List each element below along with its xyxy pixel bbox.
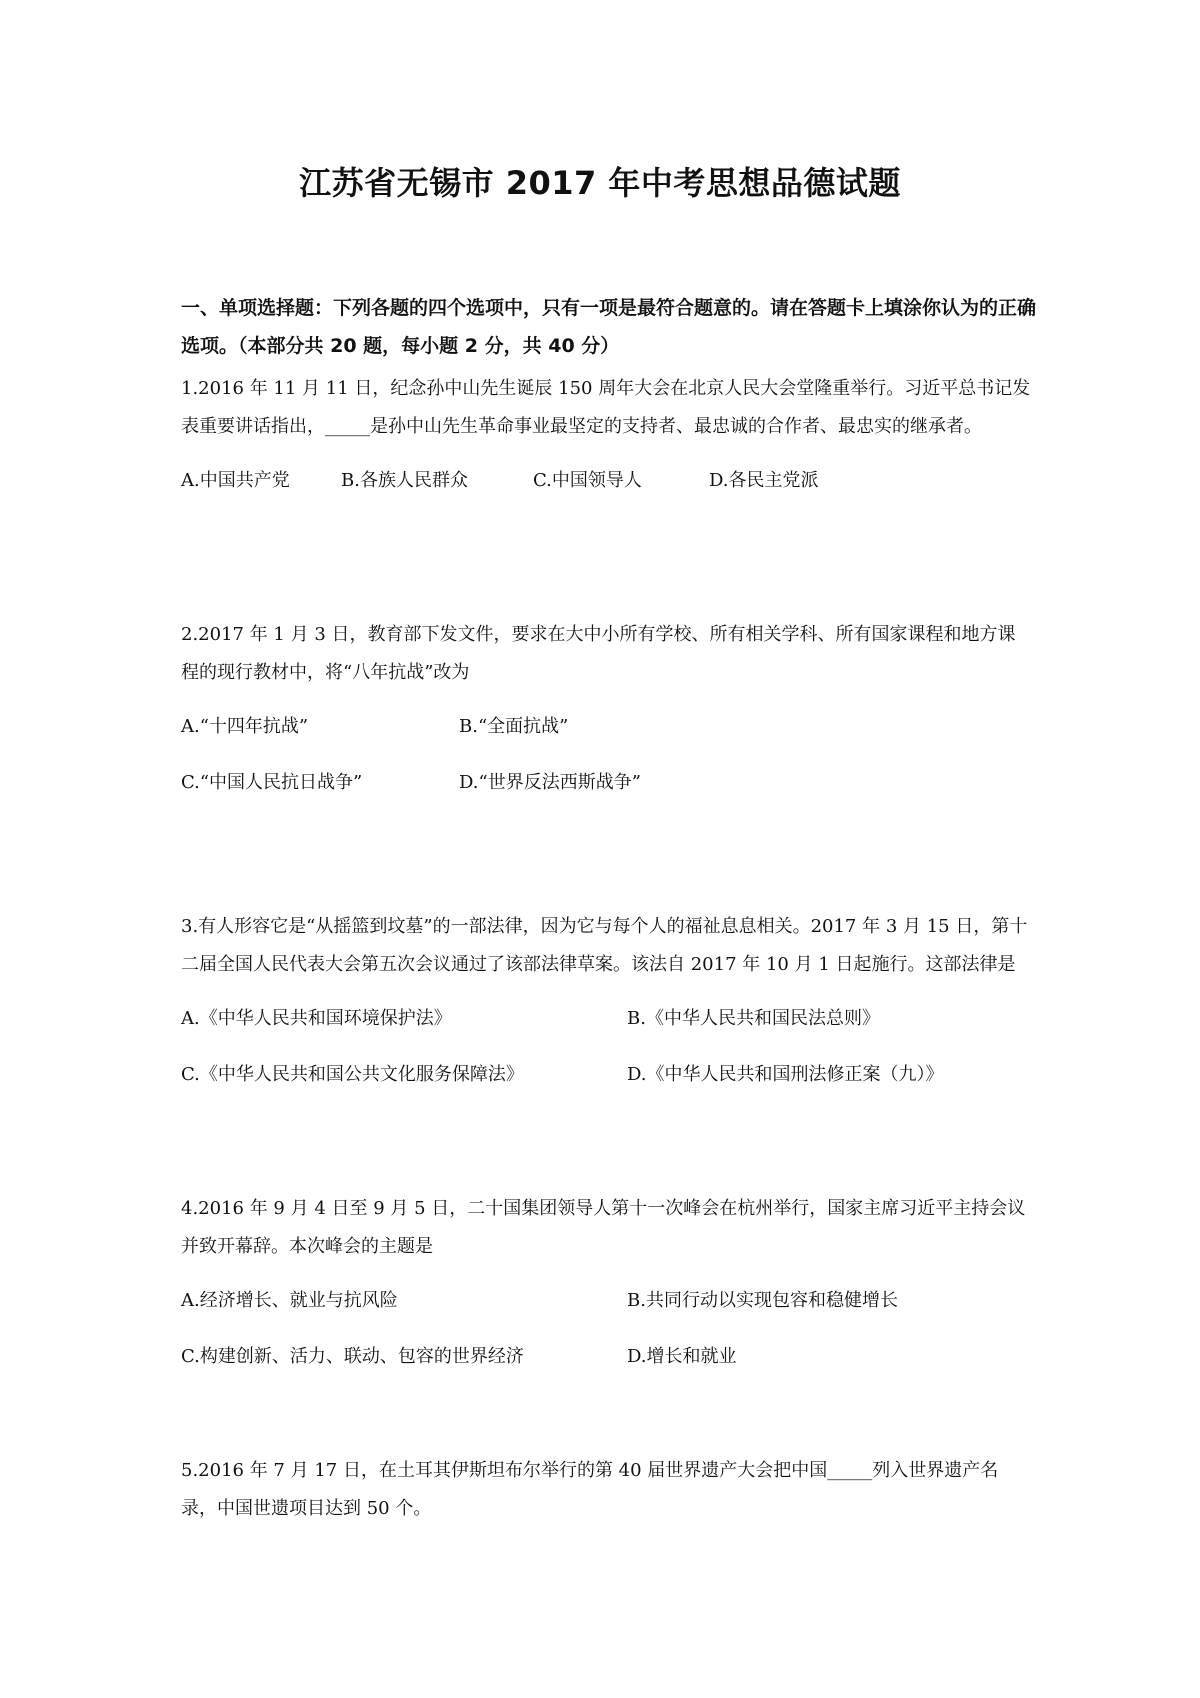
question-stem: 2.2017 年 1 月 3 日，教育部下发文件，要求在大中小所有学校、所有相关学科、所有国家课程和地方课程的现行教材中，将“八年抗战”改为 — [181, 624, 1016, 683]
option-a: A.经济增长、就业与抗风险 — [181, 1290, 398, 1311]
option-a: A.“十四年抗战” — [181, 716, 309, 737]
option-d: D.“世界反法西斯战争” — [459, 772, 641, 793]
option-row — [181, 1056, 1031, 1112]
option-c: C.《中华人民共和国公共文化服务保障法》 — [181, 1064, 524, 1085]
option-c: C.中国领导人 — [533, 470, 642, 491]
option-b: B.“全面抗战” — [459, 716, 569, 737]
option-c: C.“中国人民抗日战争” — [181, 772, 363, 793]
option-b: B.共同行动以实现包容和稳健增长 — [627, 1290, 898, 1311]
question-stem: 1.2016 年 11 月 11 日，纪念孙中山先生诞辰 150 周年大会在北京人民大会堂隆重举行。习近平总书记发表重要讲话指出，_____是孙中山先生革命事业最坚定的支持者、最忠诚的合作者、最忠实的继承者。 — [181, 378, 1031, 437]
option-row — [181, 764, 1031, 820]
option-a: A.中国共产党 — [181, 470, 290, 491]
option-c: C.构建创新、活力、联动、包容的世界经济 — [181, 1346, 524, 1367]
section-heading: 一、单项选择题：下列各题的四个选项中，只有一项是最符合题意的。请在答题卡上填涂你认为的正确选项。（本部分共 20 题，每小题 2 分，共 40 分） — [181, 297, 1037, 357]
option-row — [181, 708, 1031, 764]
option-d: D.各民主党派 — [709, 470, 819, 491]
option-row — [181, 1338, 1031, 1394]
question-1 — [181, 370, 1031, 518]
question-stem: 4.2016 年 9 月 4 日至 9 月 5 日，二十国集团领导人第十一次峰会在杭州举行，国家主席习近平主持会议并致开幕辞。本次峰会的主题是 — [181, 1198, 1026, 1257]
option-a: A.《中华人民共和国环境保护法》 — [181, 1008, 452, 1029]
exam-title: 江苏省无锡市 2017 年中考思想品德试题 — [299, 164, 901, 202]
question-4 — [181, 1190, 1031, 1394]
question-stem: 3.有人形容它是“从摇篮到坟墓”的一部法律，因为它与每个人的福祉息息相关。2017 年 3 月 15 日，第十二届全国人民代表大会第五次会议通过了该部法律草案。该法自 2017 年 10 月 1 日起施行。这部法律是 — [181, 916, 1028, 975]
question-stem: 5.2016 年 7 月 17 日，在土耳其伊斯坦布尔举行的第 40 届世界遗产大会把中国_____列入世界遗产名录，中国世遗项目达到 50 个。 — [181, 1460, 999, 1519]
option-d: D.《中华人民共和国刑法修正案（九）》 — [627, 1064, 944, 1085]
option-d: D.增长和就业 — [627, 1346, 737, 1367]
option-b: B.各族人民群众 — [341, 470, 468, 491]
option-row — [181, 462, 1031, 518]
question-3 — [181, 908, 1031, 1112]
option-row — [181, 1282, 1031, 1338]
option-row — [181, 1000, 1031, 1056]
option-b: B.《中华人民共和国民法总则》 — [627, 1008, 880, 1029]
question-2 — [181, 616, 1031, 820]
question-5 — [181, 1452, 1031, 1528]
